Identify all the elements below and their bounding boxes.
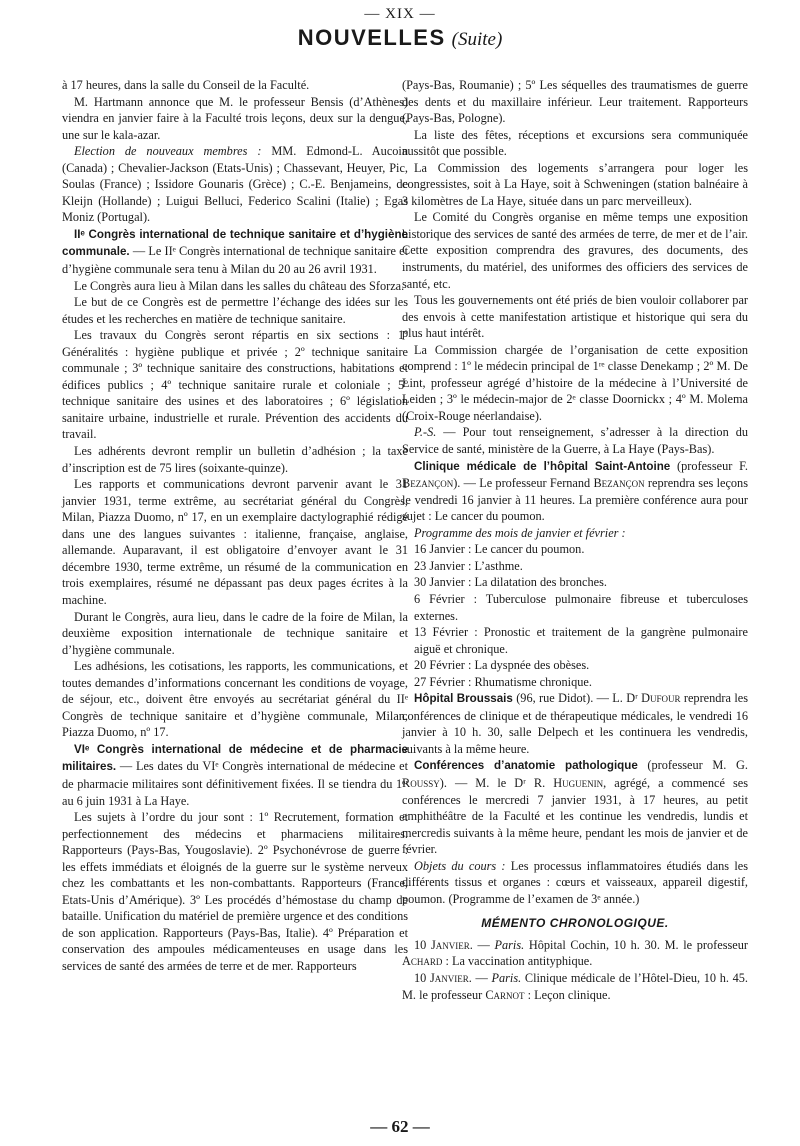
paragraph: Les sujets à l’ordre du jour sont : 1º Recrutement, formation et perfectionnement des médecins et pharmaciens militaires. Rapporteurs (Pays-Bas, Yougoslavie). 2º Psychonévrose de guerre : les effets immédiats et éloignés de la guerre sur le système nerveux chez les combattants et les non-combattants. Rapporteurs (France, Etats-Unis d’Amérique). 3º Les procédés d’hémostase du champ de bataille. Unification du matériel de première urgence et des conditions de son application. Rapporteurs (Pays-Bas, Italie). 4º Préparation et conservation des ampoules médicamenteuses en usage dans les services de santé des armées de terre et de mer. Rapporteurs bbox=[62, 810, 409, 973]
title-text: NOUVELLES bbox=[297, 25, 446, 50]
paragraph bbox=[62, 741, 408, 809]
person-name: Dufour bbox=[641, 691, 681, 706]
paragraph-text: — Pour tout renseignement, s’adresser à la direction du Service de santé, ministère de la Guerre, à La Haye (Pays-Bas). bbox=[402, 425, 748, 457]
paragraph: Le Comité du Congrès organise en même temps une exposition historique des services de santé des armées de terre, de mer et de l’air. Cette exposition comprendra des gravures, des documents, des instruments, du matériel, des uniformes des officiers des services de santé, etc. bbox=[402, 210, 748, 291]
paragraph: M. Hartmann annonce que M. le professeur Bensis (d’Athènes) viendra en janvier faire à la Faculté trois leçons, deux sur la dengue, une sur le kala-azar. bbox=[62, 94, 408, 142]
paragraph: Les adhérents devront remplir un bulletin d’adhésion ; la taxe d’inscription est de 75 lires (soixante-quinze). bbox=[62, 444, 408, 475]
program-item: 20 Février : La dyspnée des obèses. bbox=[414, 658, 590, 673]
person-name: Bezançon bbox=[593, 476, 645, 491]
person-name: G. Roussy bbox=[402, 758, 748, 790]
paragraph: Les adhésions, les cotisations, les rapports, les communications, et toutes demandes d’informations concernant les conditions de voyage, de séjour, etc., doivent être envoyés au secrétariat général du IIᵉ Congrès de technique sanitaire et d’hygiène communale, Milan, Piazza Duomo, nº 17. bbox=[62, 659, 408, 740]
paragraph bbox=[402, 858, 748, 908]
paragraph bbox=[402, 458, 748, 525]
paragraph: à 17 heures, dans la salle du Conseil de la Faculté. bbox=[62, 78, 310, 92]
page-title bbox=[0, 25, 800, 51]
memento-heading: MÉMENTO CHRONOLOGIQUE. bbox=[481, 916, 669, 931]
paragraph bbox=[402, 690, 748, 757]
paragraph-text: : Leçon clinique. bbox=[524, 987, 611, 1002]
person-name: Huguenin bbox=[553, 775, 604, 790]
paragraph-text: : La vaccination antityphique. bbox=[442, 954, 593, 969]
person-name: F. Bezançon bbox=[402, 458, 748, 491]
paragraph-text: reprendra les conférences de clinique et de thérapeutique médicales, le vendredi 16 janvier à 10 h. 30, salle Delpech et les continuera les vendredis, suivants à la même heure. bbox=[402, 691, 748, 756]
paragraph-text: MM. Edmond-L. Aucoin (Canada) ; Chevalier-Jackson (Etats-Unis) ; Chassevant, Heuyer, Pic, Soulas (France) ; Issidore Gounaris (Grèce) ; C.-E. Benjameins, de Kleijn (Hollande) ; Luigui Belluci, Federico Scalini (Italie) ; Egas Moniz (Portugal). bbox=[62, 144, 408, 225]
paragraph-label: Election de nouveaux membres : bbox=[74, 144, 262, 159]
paragraph bbox=[62, 143, 408, 226]
memento-entry: 10 Janvier. — Paris. Hôpital Cochin, 10 h. 30. M. le professeur Achard : La vaccination antityphique. bbox=[402, 937, 748, 969]
paragraph: Les travaux du Congrès seront répartis en six sections : 1º Généralités : hygiène publique et privée ; 2º technique sanitaire communale ; 3º technique sanitaire des constructions, habitations et édifices publics ; 4º technique sanitaire rurale et coloniale ; 5º technique sanitaire des usines et des laboratoires ; 6º législation sanitaire urbaine, industrielle et rurale. Prévention des accidents du travail. bbox=[62, 328, 408, 442]
person-name: Achard bbox=[402, 954, 443, 969]
paragraph-text: (professeur M. bbox=[637, 758, 737, 773]
paragraph: La Commission des logements s’arrangera pour loger les congressistes, soit à La Haye, soit à Schweningen (station balnéaire à 3 kilomètres de La Haye, située dans un parc merveilleux). bbox=[402, 160, 748, 208]
paragraph bbox=[402, 757, 748, 857]
paragraph bbox=[402, 424, 748, 457]
left-column bbox=[62, 77, 408, 975]
page-roman-numeral: — XIX — bbox=[364, 6, 436, 22]
paragraph-text: Clinique médicale de l’Hôtel-Dieu, 10 h. 45. M. le professeur bbox=[402, 970, 749, 1002]
person-name: Carnot bbox=[485, 987, 525, 1002]
title-suite: (Suite) bbox=[451, 29, 503, 50]
paragraph: Le Congrès aura lieu à Milan dans les salles du château des Sforza. bbox=[74, 278, 405, 293]
entry-place: Paris. bbox=[494, 937, 525, 952]
paragraph-label: Objets du cours : bbox=[414, 858, 506, 873]
paragraph-text: (professeur bbox=[670, 458, 740, 473]
paragraph-label: P.-S. bbox=[414, 425, 437, 440]
program-title: Programme des mois de janvier et février : bbox=[414, 525, 626, 540]
entry-date: 10 Janvier. bbox=[414, 937, 473, 952]
paragraph-text: Les processus inflammatoires étudiés dans les différents tissus et organes : cœurs et vaisseaux, appareil digestif, poumon. (Programme de l’examen de 3ᵉ année.) bbox=[402, 858, 748, 906]
program-item: 27 Février : Rhumatisme chronique. bbox=[414, 674, 592, 689]
paragraph: Tous les gouvernements ont été priés de bien vouloir collaborer par des envois à cette manifestation artistique et historique qui sera du plus haut intérêt. bbox=[402, 293, 748, 341]
section-heading: Clinique médicale de l’hôpital Saint-Antoine bbox=[414, 459, 671, 473]
paragraph: La liste des fêtes, réceptions et excursions sera communiquée aussitôt que possible. bbox=[402, 127, 748, 159]
paragraph-text: Hôpital Cochin, 10 h. 30. M. le professeur bbox=[524, 937, 748, 952]
paragraph bbox=[62, 226, 408, 278]
paragraph: (Pays-Bas, Roumanie) ; 5º Les séquelles des traumatismes de guerre des dents et du maxillaire inférieur. Leur traitement. Rapporteurs (Pays-Bas, Pologne). bbox=[402, 78, 748, 126]
entry-date: 10 Janvier. bbox=[414, 970, 472, 985]
paragraph-text: , agrégé, a commencé ses conférences le mercredi 7 janvier 1931, à 17 heures, au petit amphithéâtre de la Faculté et les continue les vendredis, lundis et mercredis suivants à la même heure, pendant les mois de janvier et de février. bbox=[402, 775, 748, 857]
paragraph-text: reprendra ses leçons le vendredi 16 janvier à 11 heures. La première conférence aura pour sujet : Le cancer du poumon. bbox=[402, 476, 748, 524]
program-item: 16 Janvier : Le cancer du poumon. bbox=[414, 542, 585, 557]
paragraph-text: ). — Le professeur Fernand bbox=[453, 476, 594, 491]
paragraph: Durant le Congrès, aura lieu, dans le cadre de la foire de Milan, la deuxième exposition internationale de technique sanitaire et d’hygiène communale. bbox=[62, 609, 408, 657]
section-heading: Conférences d’anatomie pathologique bbox=[414, 759, 638, 773]
section-heading: Hôpital Broussais bbox=[414, 692, 513, 706]
section-heading: VIᵉ Congrès international de médecine et de pharmacie militaires. bbox=[62, 742, 408, 774]
paragraph-text: — Le IIᵉ Congrès international de technique sanitaire et d’hygiène communale sera tenu à Milan du 20 au 26 avril 1931. bbox=[62, 244, 408, 277]
program-item: 13 Février : Pronostic et traitement de la gangrène pulmonaire aiguë et chronique. bbox=[414, 625, 748, 656]
section-heading: IIᵉ Congrès international de technique sanitaire et d’hygiène communale. bbox=[62, 227, 408, 259]
paragraph-text: (96, rue Didot). — L. Dʳ bbox=[512, 691, 642, 706]
memento-entry: 10 Janvier. — Paris. Clinique médicale de l’Hôtel-Dieu, 10 h. 45. M. le professeur Carnot : Leçon clinique. bbox=[402, 970, 749, 1002]
paragraph: La Commission chargée de l’organisation de cette exposition comprend : 1º le médecin principal de 1ʳᵉ classe Denekamp ; 2º M. De Lint, professeur agrégé d’histoire de la médecine à l’Université de Leiden ; 3º le médecin-major de 2ᵉ classe Doornickx ; 4º M. Molema (Croix-Rouge néerlandaise). bbox=[402, 342, 748, 423]
paragraph-text: ). — M. le Dʳ R. bbox=[439, 775, 554, 790]
page-number: — 62 — bbox=[370, 1117, 430, 1136]
paragraph-text: — Les dates du VIᵉ Congrès international de médecine et de pharmacie militaires sont définitivement fixées. Il se tiendra du 1ᵉʳ au 6 juin 1931 à La Haye. bbox=[62, 759, 408, 808]
right-column bbox=[402, 77, 748, 1003]
program-item: 23 Janvier : L’asthme. bbox=[414, 558, 523, 573]
entry-place: Paris. bbox=[491, 970, 522, 985]
program-item: 30 Janvier : La dilatation des bronches. bbox=[414, 575, 607, 590]
paragraph: Les rapports et communications devront parvenir avant le 31 janvier 1931, terme extrême, au secrétariat général du Congrès, Milan, Piazza Duomo, nº 17, en un exemplaire dactylographié rédigé dans une des langues suivantes : italienne, française, anglaise, allemande. Auparavant, il est obligatoire d’envoyer avant le 31 décembre 1930, terme extrême, un résumé de la communication en trois exemplaires, résumé ne dépassant pas deux pages écrites à la machine. bbox=[62, 477, 408, 607]
program-item: 6 Février : Tuberculose pulmonaire fibreuse et tuberculoses externes. bbox=[414, 591, 748, 623]
paragraph: Le but de ce Congrès est de permettre l’échange des idées sur les études et les recherches en matière de technique sanitaire. bbox=[62, 295, 408, 326]
